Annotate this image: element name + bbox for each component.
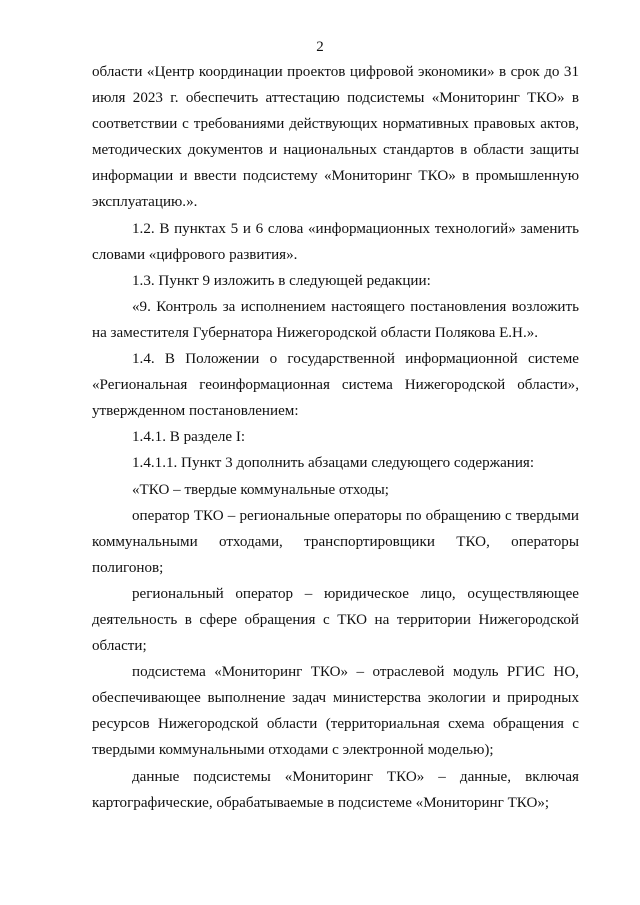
paragraph-2: 1.2. В пунктах 5 и 6 слова «информационных технологий» заменить словами «цифрового развития». bbox=[92, 220, 579, 263]
paragraph-1: области «Центр координации проектов цифровой экономики» в срок до 31 июля 2023 г. обеспечить аттестацию подсистемы «Мониторинг ТКО» в соответствии с требованиями действующих нормативных правовых актов, методических документов и национальных стандартов в области защиты информации и ввести подсистему «Мониторинг ТКО» в промышленную эксплуатацию.». bbox=[92, 64, 579, 211]
paragraph-6: 1.4.1. В разделе I: bbox=[132, 429, 246, 446]
paragraph-12: данные подсистемы «Мониторинг ТКО» – данные, включая картографические, обрабатываемые в подсистеме «Мониторинг ТКО»; bbox=[92, 768, 579, 811]
paragraph-3: 1.3. Пункт 9 изложить в следующей редакции: bbox=[132, 272, 431, 289]
paragraph-4: «9. Контроль за исполнением настоящего постановления возложить на заместителя Губернатора Нижегородской области Полякова Е.Н.». bbox=[92, 298, 579, 341]
paragraph-7: 1.4.1.1. Пункт 3 дополнить абзацами следующего содержания: bbox=[132, 455, 535, 472]
paragraph-5: 1.4. В Положении о государственной информационной системе «Региональная геоинформационная система Нижегородской области», утвержденном постановлением: bbox=[92, 351, 579, 420]
document-body bbox=[92, 59, 579, 816]
page-number: 2 bbox=[316, 39, 324, 55]
paragraph-11: подсистема «Мониторинг ТКО» – отраслевой модуль РГИС НО, обеспечивающее выполнение задач министерства экологии и природных ресурсов Нижегородской области (территориальная схема обращения с твердыми коммунальными отходами с электронной моделью); bbox=[92, 664, 579, 759]
paragraph-10: региональный оператор – юридическое лицо, осуществляющее деятельность в сфере обращения с ТКО на территории Нижегородской области; bbox=[92, 585, 579, 655]
paragraph-8: «ТКО – твердые коммунальные отходы; bbox=[132, 481, 389, 498]
paragraph-9: оператор ТКО – региональные операторы по обращению с твердыми коммунальными отходами, транспортировщики ТКО, операторы полигонов; bbox=[92, 507, 579, 576]
